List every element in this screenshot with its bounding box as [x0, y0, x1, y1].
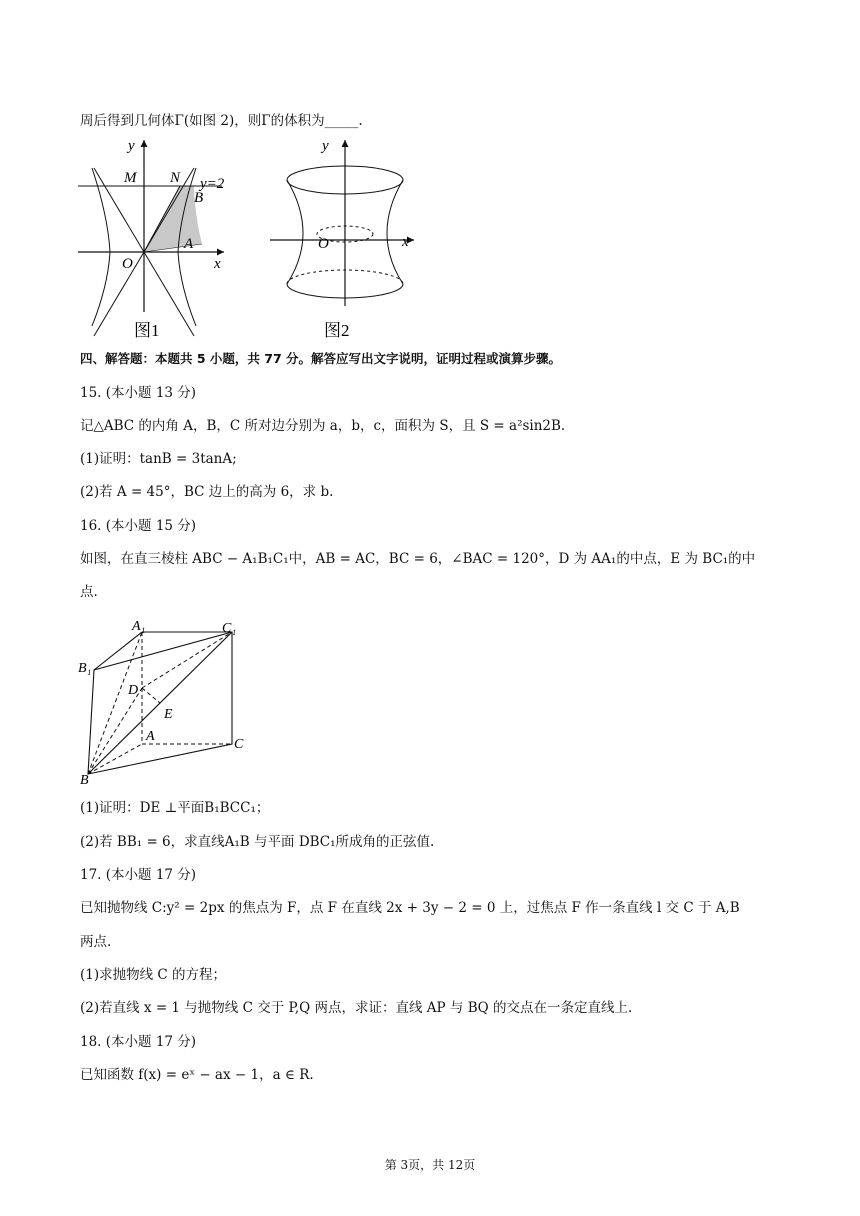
fig1-M-label: M	[124, 170, 137, 186]
fig1-O-label: O	[122, 256, 133, 272]
fig2-O-label: O	[318, 236, 329, 252]
q18-body: 已知函数 f(x) = eˣ − ax − 1，a ∈ R.	[80, 1067, 314, 1083]
q15-part2: (2)若 A = 45°，BC 边上的高为 6，求 b.	[80, 484, 334, 500]
fig1-caption: 图1	[134, 321, 160, 340]
q17-part1: (1)求抛物线 C 的方程；	[80, 967, 227, 983]
fig3-B1-label: B₁	[78, 661, 92, 676]
fig2-x-label: x	[402, 234, 409, 250]
page-footer: 第 3页，共 12页	[384, 1158, 476, 1172]
q17-body-2: 两点.	[80, 934, 112, 950]
fig3-A1-label: A₁	[132, 619, 146, 634]
fig1-B-label: B	[194, 190, 204, 206]
q17-heading: 17. (本小题 17 分)	[80, 867, 197, 883]
section-heading: 四、解答题：本题共 5 小题，共 77 分。解答应写出文字说明，证明过程或演算步骤。	[80, 351, 562, 366]
q16-body-1: 如图，在直三棱柱 ABC − A₁B₁C₁中，AB = AC，BC = 6，∠BAC = 120°，D 为 AA₁的中点，E 为 BC₁的中	[80, 551, 756, 567]
fig3-E-label: E	[164, 707, 173, 722]
fig2-caption: 图2	[324, 321, 350, 340]
figure-3-prism	[76, 616, 256, 788]
fig1-y-label: y	[128, 138, 135, 154]
q16-part2: (2)若 BB₁ = 6，求直线A₁B 与平面 DBC₁所成角的正弦值.	[80, 834, 435, 850]
figure-1-hyperbola	[72, 136, 232, 342]
fig3-D-label: D	[128, 683, 139, 698]
q16-part1: (1)证明：DE ⊥平面B₁BCC₁；	[80, 800, 270, 816]
fig2-y-label: y	[322, 138, 329, 154]
q15-part1: (1)证明：tanB = 3tanA;	[80, 451, 237, 467]
q15-heading: 15. (本小题 13 分)	[80, 385, 197, 401]
fig1-A-label: A	[184, 236, 194, 252]
q17-body-1: 已知抛物线 C:y² = 2px 的焦点为 F，点 F 在直线 2x + 3y − 2 = 0 上，过焦点 F 作一条直线 l 交 C 于 A,B	[80, 900, 740, 916]
q18-heading: 18. (本小题 17 分)	[80, 1034, 197, 1050]
q17-part2: (2)若直线 x = 1 与抛物线 C 交于 P,Q 两点，求证：直线 AP 与 BQ 的交点在一条定直线上.	[80, 1000, 633, 1016]
text-line: 周后得到几何体Γ(如图 2)，则Γ的体积为_____.	[80, 113, 363, 129]
q16-heading: 16. (本小题 15 分)	[80, 518, 197, 534]
fig3-C-label: C	[234, 737, 244, 752]
figure-2-solid	[262, 136, 422, 342]
q16-body-2: 点.	[80, 584, 98, 600]
fig1-yeq-label: y=2	[200, 176, 225, 192]
fig1-N-label: N	[170, 170, 181, 186]
q15-body: 记△ABC 的内角 A，B，C 所对边分别为 a，b，c，面积为 S，且 S = a²sin2B.	[80, 418, 566, 434]
fig3-B-label: B	[80, 773, 89, 788]
fig1-x-label: x	[214, 256, 221, 272]
fig3-C1-label: C₁	[222, 621, 237, 636]
fig3-A-label: A	[146, 729, 155, 744]
